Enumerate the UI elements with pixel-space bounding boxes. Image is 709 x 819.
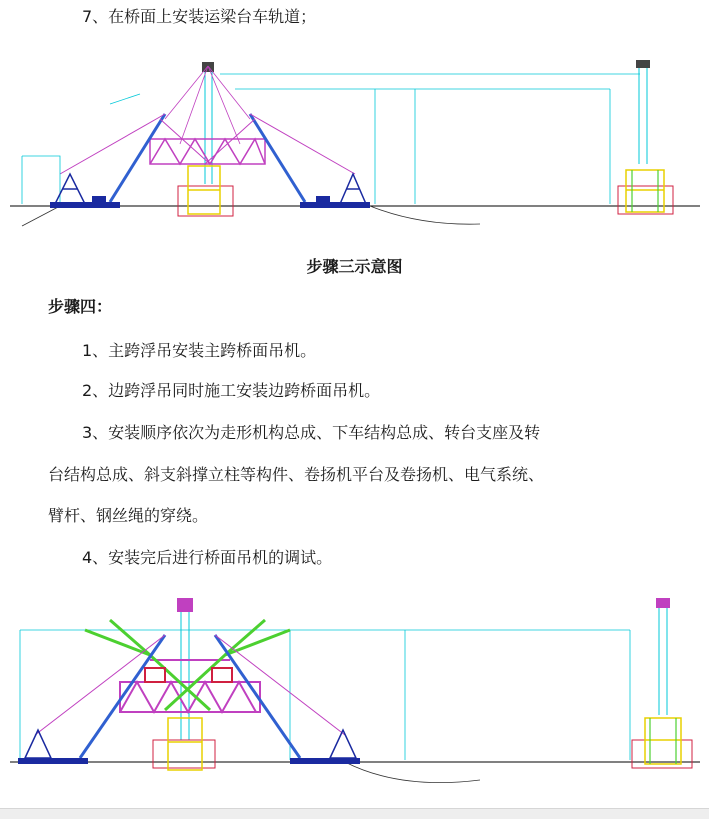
step-line: 1、主跨浮吊安装主跨桥面吊机。: [82, 341, 317, 360]
step4-heading: 步骤四：: [48, 297, 113, 316]
step-line: 4、安装完后进行桥面吊机的调试。: [82, 548, 333, 567]
step-line: 臂杆、钢丝绳的穿绕。: [48, 506, 209, 525]
step-line: 3、安装顺序依次为走形机构总成、下车结构总成、转台支座及转: [82, 423, 541, 442]
step-line: 台结构总成、斜支斜撑立柱等构件、卷扬机平台及卷扬机、电气系统、: [48, 465, 545, 484]
page-bottom-bar: [0, 808, 709, 819]
figure-caption: 步骤三示意图: [306, 257, 403, 276]
step4-engineering-drawing: [0, 590, 709, 795]
step-line: 2、边跨浮吊同时施工安装边跨桥面吊机。: [82, 381, 381, 400]
item-7-text: 7、在桥面上安装运梁台车轨道；: [82, 7, 317, 26]
step3-engineering-drawing: [0, 44, 709, 236]
